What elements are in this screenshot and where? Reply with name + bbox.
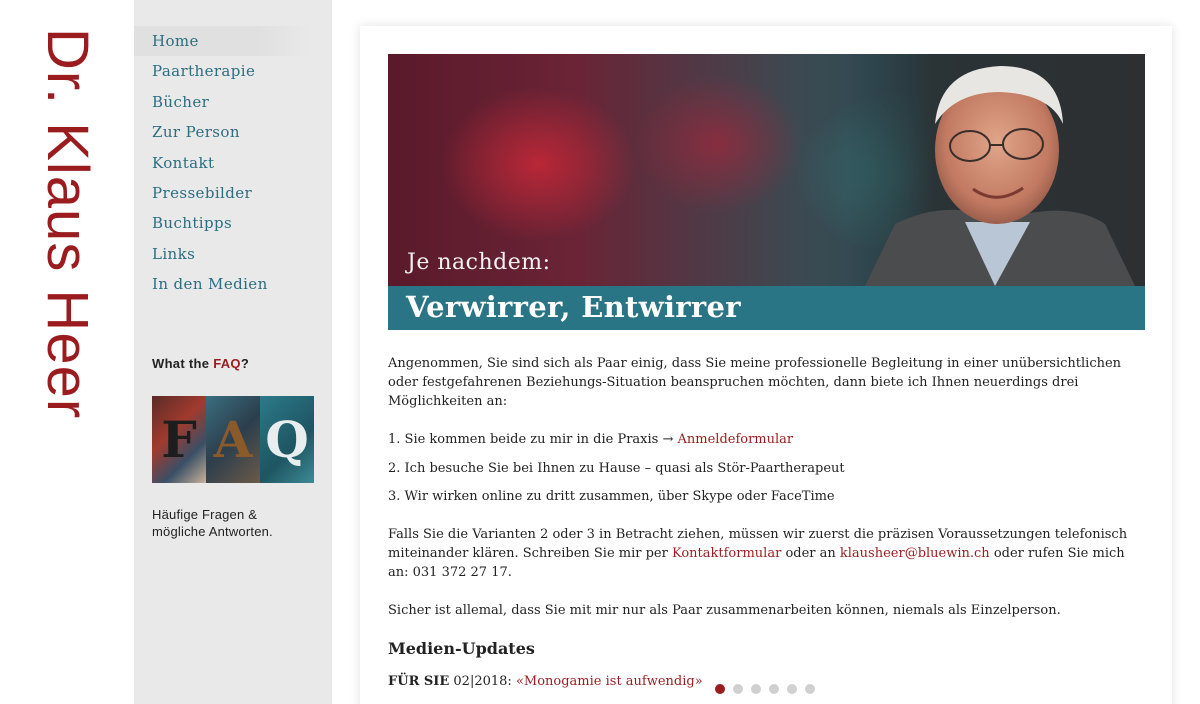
nav-item-zur-person[interactable]: Zur Person	[152, 123, 240, 142]
media-updates-heading: Medien-Updates	[388, 639, 535, 658]
media-item-link[interactable]: «Monogamie ist aufwendig»	[515, 674, 703, 689]
intro-paragraph: Angenommen, Sie sind sich als Paar einig, dass Sie meine professionelle Begleitung in einer unübersichtlichen oder festgefahrenen Beziehungs-Situation beanspruchen möchten, dann biete ich Ihnen neuerdings drei Möglichkeiten an:	[388, 356, 1122, 409]
faq-heading-suffix: ?	[240, 356, 250, 371]
variants-text-2: oder an	[781, 546, 840, 561]
hero-banner	[388, 54, 1145, 330]
slider-dot-4[interactable]	[769, 684, 779, 694]
slider-dot-5[interactable]	[787, 684, 797, 694]
note-paragraph: Sicher ist allemal, dass Sie mit mir nur als Paar zusammenarbeiten können, niemals als Einzelperson.	[388, 603, 1061, 618]
faq-caption: Häufige Fragen & mögliche Antworten.	[152, 507, 273, 539]
faq-letter-f: F	[152, 396, 206, 483]
options-list	[388, 430, 1148, 506]
hero-subtitle: Je nachdem:	[407, 250, 551, 275]
faq-link[interactable]: FAQ	[213, 356, 241, 371]
nav-item-pressebilder[interactable]: Pressebilder	[152, 183, 253, 202]
hero-title: Verwirrer, Entwirrer	[406, 290, 741, 324]
main-nav	[134, 26, 332, 300]
nav-item-paartherapie[interactable]: Paartherapie	[152, 62, 256, 81]
variants-paragraph	[388, 525, 1148, 582]
slider-dot-2[interactable]	[733, 684, 743, 694]
media-item-date: 02|2018:	[449, 674, 516, 689]
main-card	[360, 26, 1172, 704]
nav-item-buecher[interactable]: Bücher	[152, 92, 210, 111]
faq-letter-a: A	[206, 396, 260, 483]
faq-heading-prefix: What the	[152, 356, 214, 371]
option-1-text: 1. Sie kommen beide zu mir in die Praxis →	[388, 432, 678, 447]
variants-text-3: oder rufen Sie mich an: 031 372 27 17.	[388, 546, 1125, 580]
contact-form-link[interactable]: Kontaktformular	[671, 546, 782, 561]
option-2: 2. Ich besuche Sie bei Ihnen zu Hause – quasi als Stör-Paartherapeut	[388, 460, 845, 476]
option-1	[388, 430, 1148, 449]
site-logo-text[interactable]: Dr. Klaus Heer	[35, 28, 100, 420]
nav-item-buchtipps[interactable]: Buchtipps	[152, 214, 233, 233]
faq-letter-q: Q	[260, 396, 314, 483]
slider-dot-1[interactable]	[715, 684, 725, 694]
hero-title-band	[388, 286, 1145, 330]
brand-area	[0, 0, 134, 704]
variants-text-1: Falls Sie die Varianten 2 oder 3 in Betracht ziehen, müssen wir zuerst die präzisen Voraussetzungen telefonisch miteinander klären. Schreiben Sie mir per	[388, 527, 1128, 561]
nav-item-home[interactable]: Home	[134, 26, 312, 56]
media-item-label: FÜR SIE	[388, 674, 450, 689]
email-link[interactable]: klausheer@bluewin.ch	[839, 546, 990, 561]
nav-item-in-den-medien[interactable]: In den Medien	[152, 275, 268, 294]
slider-dot-3[interactable]	[751, 684, 761, 694]
portrait-photo	[845, 54, 1145, 286]
option-3: 3. Wir wirken online zu dritt zusammen, über Skype oder FaceTime	[388, 489, 835, 504]
nav-item-kontakt[interactable]: Kontakt	[152, 153, 215, 172]
registration-form-link[interactable]: Anmeldeformular	[677, 432, 794, 447]
main-content	[388, 354, 1148, 691]
sidebar	[134, 0, 332, 704]
faq-heading	[152, 356, 249, 371]
faq-image[interactable]	[152, 396, 314, 483]
nav-item-links[interactable]: Links	[152, 244, 196, 263]
slider-dots	[715, 684, 815, 694]
slider-dot-6[interactable]	[805, 684, 815, 694]
